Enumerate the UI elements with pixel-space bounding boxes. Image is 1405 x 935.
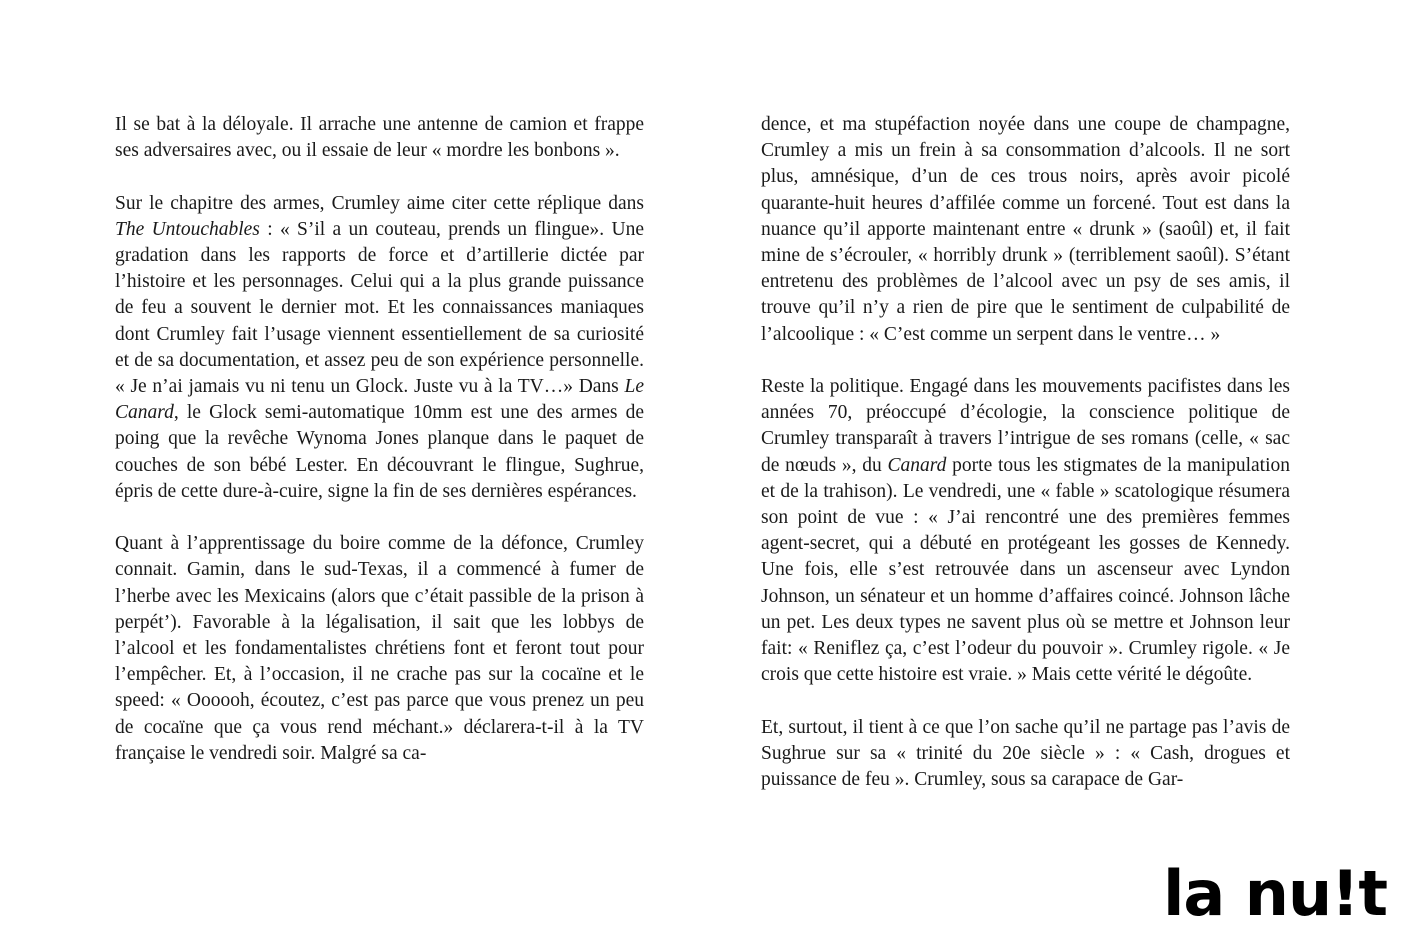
paragraph-dirty-fighting: Il se bat à la déloyale. Il arrache une antenne de camion et frappe ses adversaires avec, ou il essaie de leur « mordre les bonbons ». — [115, 114, 644, 162]
paragraph-alcohol: dence, et ma stupéfaction noyée dans une coupe de champagne, Crumley a mis un frein à sa consommation d’alcools. Il ne sort plus, amnésique, d’un de ces trous noirs, après avoir picolé quarante-huit heures d’affilée comme un forcené. Tout est dans la nuance qu’il apporte maintenant entre « drunk » (saoûl) et, il fait mine de s’écrouler, « horribly drunk » (terriblement saoûl). S’étant entretenu des problèmes de l’alcool avec un psy de ses amis, il trouve qu’il n’y a rien de pire que le sentiment de culpabilité de l’alcoolique : « C’est comme un serpent dans le ventre… » — [761, 114, 1290, 345]
left-text-column — [115, 112, 644, 767]
book-title: Le Canard — [115, 376, 644, 424]
text-run: , le Glock semi-automatique 10mm est une des armes de poing que la revêche Wynoma Jones planque dans le paquet de couches de son bébé Lester. En découvrant le flingue, Sughrue, épris de cette dure-à-cuire, signe la fin de ses dernières espérances. — [115, 402, 644, 502]
text-run: porte tous les stigmates de la manipulation et de la trahison). Le vendredi, une « fable » scatologique résumera son point de vue : « J’ai rencontré une des premières femmes agent-secret, qui a débuté en protégeant les gosses de Kennedy. Une fois, elle s’est retrouvée dans un ascenseur avec Lyndon Johnson, un sénateur et un homme d’affaires coincé. Johnson lâche un pet. Les deux types ne savent plus où se mettre et Johnson leur fait: « Reniflez ça, c’est l’odeur du pouvoir ». Crumley rigole. « Je crois que cette histoire est vraie. » Mais cette vérité le dégoûte. — [761, 454, 1290, 686]
paragraph-politics — [761, 374, 1290, 688]
right-text-column — [761, 112, 1290, 793]
text-run: Sur le chapitre des armes, Crumley aime citer cette réplique dans — [115, 192, 644, 214]
paragraph-drinking-drugs: Quant à l’apprentissage du boire comme de la défonce, Crumley connait. Gamin, dans le sud-Texas, il a commencé à fumer de l’herbe avec les Mexicains (alors que c’était passible de la prison à perpét’). Favorable à la légalisation, il sait que les lobbys de l’alcool et les fondamentalistes chrétiens font et feront tout pour l’empêcher. Et, à l’occasion, il ne crache pas sur la cocaïne et le speed: « Oooooh, écoutez, c’est pas parce que vous prenez un peu de cocaïne que ça vous rend méchant.» déclarera-t-il à la TV française le vendredi soir. Malgré sa ca- — [115, 533, 644, 764]
text-run: Reste la politique. Engagé dans les mouvements pacifistes dans les années 70, préoccupé d’écologie, la conscience politique de Crumley transparaît à travers l’intrigue de ses romans (celle, « sac de nœuds », du — [761, 376, 1290, 476]
book-title: Canard — [887, 454, 947, 476]
text-run: : « S’il a un couteau, prends un flingue». Une gradation dans les rapports de force et d’artillerie dictée par l’histoire et les personnages. Celui qui a la plus grande puissance de feu a souvent le dernier mot. Et les connaissances maniaques dont Crumley fait l’usage viennent essentiellement de sa curiosité et de sa documentation, et assez peu de son expérience personnelle. « Je n’ai jamais vu ni tenu un Glock. Juste vu à la TV…» Dans — [115, 218, 644, 398]
paragraph-trinity: Et, surtout, il tient à ce que l’on sache qu’il ne partage pas l’avis de Sughrue sur sa « trinité du 20e siècle » : « Cash, drogues et puissance de feu ». Crumley, sous sa carapace de Gar- — [761, 716, 1290, 791]
film-title: The Untouchables — [115, 218, 260, 240]
la-nuit-logo: la nu!t — [1163, 857, 1387, 930]
paragraph-weapons — [115, 191, 644, 505]
